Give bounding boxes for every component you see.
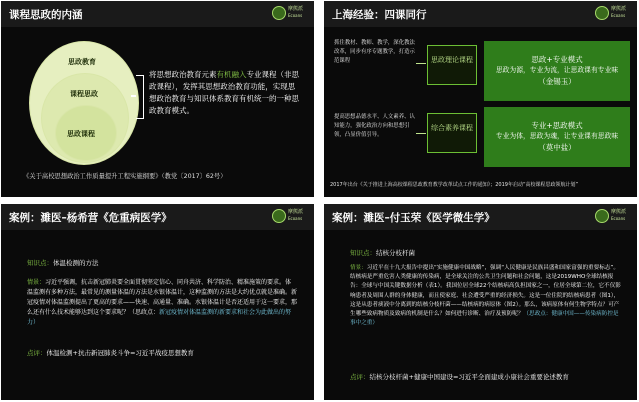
definition-text: 将思想政治教育元素有机融入专业课程（非思政课程），发挥其思想政治教育功能，实现思想政治教育与知识体系教育有机统一的一种思政教育模式。	[149, 70, 299, 115]
slide-title: 上海经验：四课同行	[332, 9, 427, 21]
logo	[272, 5, 306, 23]
logo-sub: Ecoans	[611, 216, 626, 221]
left-top-text: 抓住教材、教师、教学，深化教法改革，同步有序专题教学，打造示范课程	[334, 40, 415, 64]
slide-course-ideology	[1, 1, 314, 197]
comment-text: 点评：体温检测+抗击新冠肺炎斗争=习近平战疫思想教育	[27, 349, 194, 357]
logo-icon	[272, 6, 286, 20]
logo-icon	[595, 209, 609, 223]
slide-title: 案例：濉医–付玉荣《医学微生学》	[332, 212, 495, 224]
connector-line-2	[416, 133, 426, 134]
logo-name: 摩熊派	[611, 6, 627, 12]
logo-name: 摩熊派	[288, 209, 304, 215]
logo	[272, 208, 306, 226]
connector-line-1	[416, 63, 426, 64]
reference-text: 《关于高校思想政治工作质量提升工程实施纲要》（教党〔2017〕62号）	[23, 173, 227, 180]
logo	[595, 5, 629, 23]
title-bar	[324, 1, 637, 27]
slide-shanghai-experience	[324, 1, 637, 197]
label-ideology-course: 思政课程	[67, 130, 95, 138]
logo-name: 摩熊派	[611, 209, 627, 215]
situation-text: 情景：习近平强调，抗击新冠肺炎要全面贯彻坚定信心、同舟共济、科学防治、精准施策的要求。体温监测有多种方法，最常见的测量体温的方法是水银体温计，这种监测的方法是大约优点就是准确。新冠疫情对体温监测提出了更高的要求——快速、高通量、准确。水银体温计是否还适用于这一要求，那么还有什么技术能够达到这个要求呢？（思政点：新冠疫情对体温监测的新要求和社会为此做出的努力）	[27, 279, 298, 326]
slide-title: 案例：濉医–杨希营《危重病医学》	[9, 212, 172, 224]
bracket-tip	[131, 95, 136, 97]
label-course-ideology: 课程思政	[70, 90, 98, 98]
mode-box-1: 思政+专业模式 思政为源，专业为流，让思政课有专业味 （金锡玉）	[484, 41, 630, 101]
box-comprehensive-course: 综合素养课程	[427, 113, 477, 153]
bracket	[136, 75, 144, 119]
logo-icon	[595, 6, 609, 20]
title-bar	[324, 204, 637, 230]
bottom-note: 2017年出台《关于推进上海高校课程思政教育教学改革试点工作的通知》；2019年启动“高校课程思政领航计划”	[330, 182, 579, 188]
logo-icon	[272, 209, 286, 223]
logo-sub: Ecoans	[288, 13, 303, 18]
title-bar	[1, 1, 314, 27]
logo-sub: Ecoans	[611, 13, 626, 18]
slide-case-microbiology	[324, 204, 637, 400]
situation-text: 情景：习近平在十九大报告中提出“实施健康中国战略”，强调“人民健康是民族昌盛和国家富强的重要标志”。结核病是严重危害人类健康的传染病，是全球关注的公共卫生问题和社会问题，这是2019WHO全球结核报告：全球与中国关键数据分析（表1）。我国位居全球22个结核病高负担国家之一，位居全球第二位，它不仅影响患者及周围人群的身体健康，而且使家庭、社会遭受严重的经济损失。这是一位住院的结核病患者（图1），这是从患者痰液中分离到的结核分枝杆菌——结核病的病原体（图2）。那么，该病原体有何生物学特点？可产生哪些致病物质及致病的机制是什么？如何进行诊断、治疗及预防呢？（思政点：健康中国——传染病防控是事中之重）	[350, 265, 621, 327]
logo-sub: Ecoans	[288, 216, 303, 221]
knowledge-point: 知识点：体温检测的方法	[27, 259, 99, 267]
label-ideology-education: 思政教育	[68, 58, 96, 66]
highlight-text: 有机融入	[216, 70, 247, 79]
mode-box-2: 专业+思政模式 专业为体，思政为魂，让专业课有思政味 （莫中盐）	[484, 107, 630, 167]
slide-title: 课程思政的内涵	[9, 9, 83, 21]
title-bar	[1, 204, 314, 230]
box-ideology-theory-course: 思政理论课程	[427, 45, 477, 85]
knowledge-point: 知识点：结核分枝杆菌	[350, 249, 415, 257]
logo	[595, 208, 629, 226]
comment-text: 点评：结核分枝杆菌+健康中国建设=习近平全面建成小康社会重要论述教育	[350, 373, 569, 381]
slide-case-critical-care	[1, 204, 314, 400]
logo-name: 摩熊派	[288, 6, 304, 12]
left-bottom-text: 提高思想品德水平、人文素养、认知能力，强化政治方向和思想引领，凸显价值引导。	[334, 114, 415, 138]
